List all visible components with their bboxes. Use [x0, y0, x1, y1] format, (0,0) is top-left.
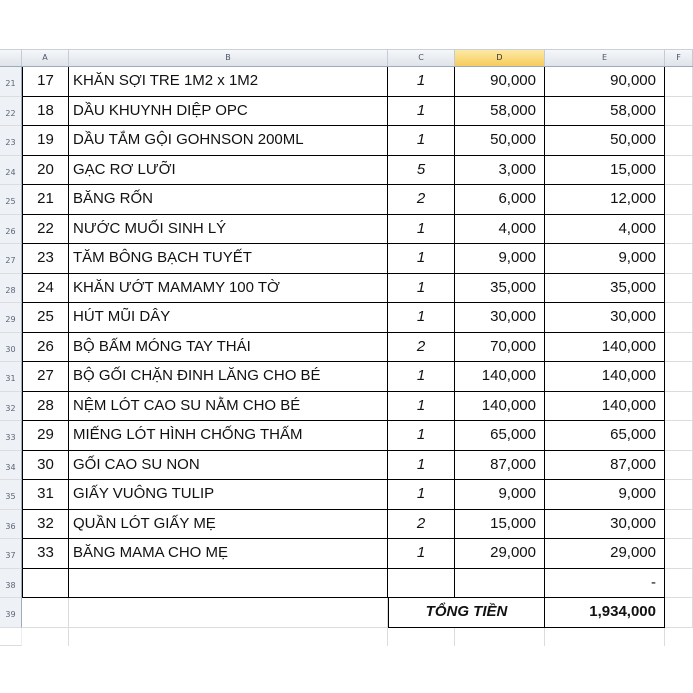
cell-no[interactable]: 23 — [22, 244, 69, 274]
cell-no[interactable]: 30 — [22, 451, 69, 481]
total-row — [0, 598, 693, 628]
cell-price[interactable]: 29,000 — [455, 539, 545, 569]
row-header[interactable]: 24 — [0, 156, 22, 186]
cell-name[interactable] — [69, 569, 388, 599]
cell-amount[interactable]: 140,000 — [545, 333, 665, 363]
cell[interactable] — [665, 333, 693, 363]
cell-qty[interactable] — [388, 569, 455, 599]
table-row — [0, 569, 693, 599]
cell-no[interactable] — [22, 569, 69, 599]
cell-name[interactable]: TĂM BÔNG BẠCH TUYẾT — [69, 244, 388, 274]
cell[interactable] — [665, 598, 693, 628]
table-row — [0, 362, 693, 392]
cell-qty[interactable]: 5 — [388, 156, 455, 186]
row-header[interactable]: 27 — [0, 244, 22, 274]
cell[interactable] — [665, 480, 693, 510]
cell-price[interactable]: 9,000 — [455, 244, 545, 274]
cell-amount[interactable]: 90,000 — [545, 67, 665, 97]
cell-no[interactable]: 32 — [22, 510, 69, 540]
row-header[interactable]: 31 — [0, 362, 22, 392]
cell-amount[interactable]: 15,000 — [545, 156, 665, 186]
row-header[interactable]: 29 — [0, 303, 22, 333]
cell-amount[interactable]: 65,000 — [545, 421, 665, 451]
table-row — [0, 67, 693, 97]
cell-price[interactable]: 3,000 — [455, 156, 545, 186]
cell-amount[interactable]: 140,000 — [545, 392, 665, 422]
cell[interactable] — [665, 185, 693, 215]
cell-price[interactable]: 65,000 — [455, 421, 545, 451]
cell[interactable] — [69, 628, 388, 646]
cell[interactable] — [665, 274, 693, 304]
column-header-f[interactable]: F — [665, 50, 693, 66]
empty-row — [0, 628, 693, 646]
cell[interactable] — [388, 628, 455, 646]
column-header-e[interactable]: E — [545, 50, 665, 66]
table-row — [0, 185, 693, 215]
row-header[interactable]: 34 — [0, 451, 22, 481]
cell[interactable] — [665, 362, 693, 392]
cell-no[interactable]: 27 — [22, 362, 69, 392]
cell-no[interactable]: 33 — [22, 539, 69, 569]
cell[interactable] — [665, 421, 693, 451]
cell-qty[interactable]: 1 — [388, 126, 455, 156]
cell-no[interactable]: 22 — [22, 215, 69, 245]
cell-no[interactable]: 24 — [22, 274, 69, 304]
cell-price[interactable]: 90,000 — [455, 67, 545, 97]
cell-price[interactable]: 9,000 — [455, 480, 545, 510]
cell[interactable] — [665, 569, 693, 599]
table-row — [0, 126, 693, 156]
cell-amount[interactable]: 87,000 — [545, 451, 665, 481]
cell-name[interactable]: BĂNG MAMA CHO MẸ — [69, 539, 388, 569]
table-row — [0, 215, 693, 245]
cell-qty[interactable]: 1 — [388, 451, 455, 481]
cell-qty[interactable]: 1 — [388, 362, 455, 392]
row-header[interactable]: 35 — [0, 480, 22, 510]
cell-name[interactable]: KHĂN SỢI TRE 1M2 x 1M2 — [69, 67, 388, 97]
select-all-corner[interactable] — [0, 50, 22, 66]
row-header[interactable]: 30 — [0, 333, 22, 363]
cell-no[interactable]: 17 — [22, 67, 69, 97]
table-row — [0, 539, 693, 569]
cell-no[interactable]: 26 — [22, 333, 69, 363]
table-row — [0, 333, 693, 363]
cell-price[interactable]: 6,000 — [455, 185, 545, 215]
total-label[interactable]: TỔNG TIỀN — [388, 598, 545, 628]
column-header-row — [0, 49, 693, 67]
cell-name[interactable]: KHĂN ƯỚT MAMAMY 100 TỜ — [69, 274, 388, 304]
cell-no[interactable]: 21 — [22, 185, 69, 215]
cell-amount[interactable]: 9,000 — [545, 480, 665, 510]
cell-amount[interactable]: 30,000 — [545, 303, 665, 333]
row-header[interactable]: 26 — [0, 215, 22, 245]
cell-amount[interactable]: 35,000 — [545, 274, 665, 304]
cell-no[interactable]: 25 — [22, 303, 69, 333]
cell[interactable] — [665, 244, 693, 274]
cell-qty[interactable]: 1 — [388, 480, 455, 510]
row-header[interactable]: 25 — [0, 185, 22, 215]
cell[interactable] — [665, 510, 693, 540]
row-header[interactable]: 22 — [0, 97, 22, 127]
cell[interactable] — [545, 628, 665, 646]
cell-no[interactable]: 20 — [22, 156, 69, 186]
row-header[interactable]: 33 — [0, 421, 22, 451]
table-row — [0, 510, 693, 540]
cell-name[interactable]: BỘ GỐI CHẶN ĐINH LĂNG CHO BÉ — [69, 362, 388, 392]
cell-qty[interactable]: 1 — [388, 244, 455, 274]
column-header-c[interactable]: C — [388, 50, 455, 66]
row-header[interactable]: 37 — [0, 539, 22, 569]
cell-amount[interactable]: - — [545, 569, 665, 599]
column-header-d[interactable]: D — [455, 50, 545, 66]
cell[interactable] — [665, 67, 693, 97]
cell-name[interactable]: GẠC RƠ LƯỠI — [69, 156, 388, 186]
table-row — [0, 451, 693, 481]
cell-no[interactable]: 19 — [22, 126, 69, 156]
cell-name[interactable]: HÚT MŨI DÂY — [69, 303, 388, 333]
cell[interactable] — [455, 628, 545, 646]
table-row — [0, 156, 693, 186]
cell-price[interactable]: 4,000 — [455, 215, 545, 245]
cell-qty[interactable]: 2 — [388, 185, 455, 215]
cell-qty[interactable]: 2 — [388, 510, 455, 540]
cell-amount[interactable]: 30,000 — [545, 510, 665, 540]
cell-price[interactable]: 30,000 — [455, 303, 545, 333]
row-header[interactable]: 28 — [0, 274, 22, 304]
table-row — [0, 97, 693, 127]
total-value[interactable]: 1,934,000 — [545, 598, 665, 628]
cell[interactable] — [665, 156, 693, 186]
cell-name[interactable]: DẦU KHUYNH DIỆP OPC — [69, 97, 388, 127]
spreadsheet — [0, 49, 693, 646]
cell-name[interactable]: MIẾNG LÓT HÌNH CHỐNG THẤM — [69, 421, 388, 451]
cell-price[interactable]: 15,000 — [455, 510, 545, 540]
cell[interactable] — [665, 392, 693, 422]
column-header-a[interactable]: A — [22, 50, 69, 66]
table-row — [0, 421, 693, 451]
row-header[interactable]: 32 — [0, 392, 22, 422]
cell[interactable] — [665, 97, 693, 127]
row-header[interactable]: 38 — [0, 569, 22, 599]
cell-amount[interactable]: 9,000 — [545, 244, 665, 274]
cell-no[interactable]: 31 — [22, 480, 69, 510]
cell[interactable] — [665, 303, 693, 333]
table-row — [0, 244, 693, 274]
cell[interactable] — [665, 628, 693, 646]
row-header[interactable]: 36 — [0, 510, 22, 540]
cell-price[interactable]: 87,000 — [455, 451, 545, 481]
cell-amount[interactable]: 58,000 — [545, 97, 665, 127]
cell-amount[interactable]: 12,000 — [545, 185, 665, 215]
cell-qty[interactable]: 1 — [388, 421, 455, 451]
cell-no[interactable]: 28 — [22, 392, 69, 422]
cell[interactable] — [665, 451, 693, 481]
cell-name[interactable]: GỐI CAO SU NON — [69, 451, 388, 481]
row-header[interactable]: 39 — [0, 598, 22, 628]
cell-qty[interactable]: 1 — [388, 392, 455, 422]
row-header[interactable]: 23 — [0, 126, 22, 156]
table-row — [0, 392, 693, 422]
cell-name[interactable]: BỘ BẤM MÓNG TAY THÁI — [69, 333, 388, 363]
cell-name[interactable]: QUẦN LÓT GIẤY MẸ — [69, 510, 388, 540]
cell-name[interactable]: GIẤY VUÔNG TULIP — [69, 480, 388, 510]
cell-qty[interactable]: 2 — [388, 333, 455, 363]
column-header-b[interactable]: B — [69, 50, 388, 66]
cell-qty[interactable]: 1 — [388, 303, 455, 333]
row-header[interactable]: 21 — [0, 67, 22, 97]
cell[interactable] — [22, 628, 69, 646]
cell-name[interactable]: BĂNG RỐN — [69, 185, 388, 215]
cell-price[interactable]: 50,000 — [455, 126, 545, 156]
cell-qty[interactable]: 1 — [388, 539, 455, 569]
cell-name[interactable]: NƯỚC MUỐI SINH LÝ — [69, 215, 388, 245]
cell-amount[interactable]: 140,000 — [545, 362, 665, 392]
cell[interactable] — [69, 598, 388, 628]
cell-qty[interactable]: 1 — [388, 215, 455, 245]
cell-name[interactable]: NỆM LÓT CAO SU NẰM CHO BÉ — [69, 392, 388, 422]
cell-amount[interactable]: 29,000 — [545, 539, 665, 569]
cell-price[interactable]: 35,000 — [455, 274, 545, 304]
cell-price[interactable]: 70,000 — [455, 333, 545, 363]
cell[interactable] — [665, 539, 693, 569]
cell-qty[interactable]: 1 — [388, 274, 455, 304]
table-row — [0, 480, 693, 510]
table-row — [0, 274, 693, 304]
cell-qty[interactable]: 1 — [388, 67, 455, 97]
cell[interactable] — [665, 215, 693, 245]
cell-amount[interactable]: 50,000 — [545, 126, 665, 156]
cell-price[interactable]: 140,000 — [455, 362, 545, 392]
cell-price[interactable]: 58,000 — [455, 97, 545, 127]
cell-no[interactable]: 29 — [22, 421, 69, 451]
cell-no[interactable]: 18 — [22, 97, 69, 127]
cell-amount[interactable]: 4,000 — [545, 215, 665, 245]
cell[interactable] — [665, 126, 693, 156]
table-row — [0, 303, 693, 333]
cell-price[interactable] — [455, 569, 545, 599]
cell-price[interactable]: 140,000 — [455, 392, 545, 422]
cell-qty[interactable]: 1 — [388, 97, 455, 127]
cell[interactable] — [22, 598, 69, 628]
cell-name[interactable]: DẦU TẮM GỘI GOHNSON 200ML — [69, 126, 388, 156]
